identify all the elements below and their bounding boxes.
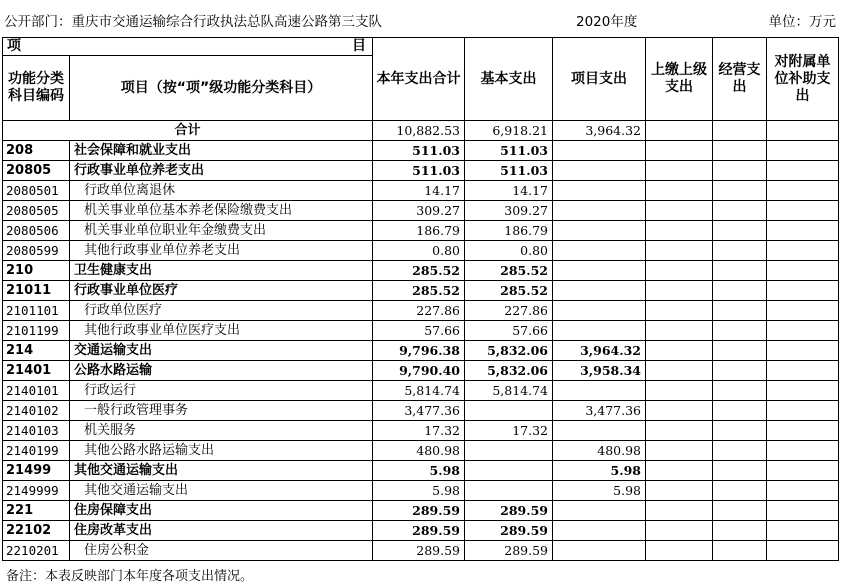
- row-name: 社会保障和就业支出: [70, 141, 373, 161]
- row-total: 289.59: [373, 541, 465, 561]
- row-fushu: [767, 301, 839, 321]
- row-basic: 285.52: [465, 261, 553, 281]
- row-code: 221: [3, 501, 70, 521]
- table-row: [3, 181, 839, 201]
- row-name: 机关事业单位基本养老保险缴费支出: [70, 201, 373, 221]
- row-shangjiao: [646, 141, 713, 161]
- row-jingying: [713, 401, 767, 421]
- row-total: 3,477.36: [373, 401, 465, 421]
- row-total: 5.98: [373, 481, 465, 501]
- row-project: [553, 141, 646, 161]
- row-project: [553, 321, 646, 341]
- table-row: [3, 521, 839, 541]
- row-fushu: [767, 441, 839, 461]
- row-name: 住房保障支出: [70, 501, 373, 521]
- row-jingying: [713, 281, 767, 301]
- row-project: [553, 241, 646, 261]
- row-shangjiao: [646, 521, 713, 541]
- total-row: [3, 121, 839, 141]
- row-code: 20805: [3, 161, 70, 181]
- table-row: [3, 441, 839, 461]
- row-basic: 289.59: [465, 541, 553, 561]
- row-shangjiao: [646, 441, 713, 461]
- row-project: 3,477.36: [553, 401, 646, 421]
- row-fushu: [767, 381, 839, 401]
- row-code: 210: [3, 261, 70, 281]
- row-name: 其他交通运输支出: [70, 461, 373, 481]
- row-total: 0.80: [373, 241, 465, 261]
- row-total: 289.59: [373, 501, 465, 521]
- row-total: 511.03: [373, 161, 465, 181]
- row-shangjiao: [646, 321, 713, 341]
- row-total: 285.52: [373, 261, 465, 281]
- row-fushu: [767, 401, 839, 421]
- row-name: 机关事业单位职业年金缴费支出: [70, 221, 373, 241]
- row-basic: 227.86: [465, 301, 553, 321]
- row-basic: 289.59: [465, 521, 553, 541]
- fiscal-year-label: 2020年度: [576, 14, 638, 30]
- row-total: 186.79: [373, 221, 465, 241]
- row-basic: [465, 441, 553, 461]
- row-fushu: [767, 421, 839, 441]
- table-row: [3, 421, 839, 441]
- row-code: 2101101: [3, 301, 70, 321]
- table-row: [3, 281, 839, 301]
- row-shangjiao: [646, 161, 713, 181]
- row-total: 285.52: [373, 281, 465, 301]
- row-project: [553, 541, 646, 561]
- row-fushu: [767, 241, 839, 261]
- row-code: 2210201: [3, 541, 70, 561]
- row-project: [553, 421, 646, 441]
- row-fushu: [767, 341, 839, 361]
- row-name: 其他公路水路运输支出: [70, 441, 373, 461]
- row-jingying: [713, 301, 767, 321]
- row-name: 交通运输支出: [70, 341, 373, 361]
- row-shangjiao: [646, 341, 713, 361]
- table-row: [3, 381, 839, 401]
- row-name: 行政事业单位医疗: [70, 281, 373, 301]
- row-shangjiao: [646, 241, 713, 261]
- table-row: [3, 501, 839, 521]
- row-name: 卫生健康支出: [70, 261, 373, 281]
- row-jingying: [713, 181, 767, 201]
- row-project: [553, 381, 646, 401]
- row-project: [553, 161, 646, 181]
- row-fushu: [767, 141, 839, 161]
- table-row: [3, 321, 839, 341]
- row-shangjiao: [646, 281, 713, 301]
- row-total: 17.32: [373, 421, 465, 441]
- row-total: 227.86: [373, 301, 465, 321]
- row-project: [553, 521, 646, 541]
- row-fushu: [767, 281, 839, 301]
- table-row: [3, 481, 839, 501]
- total-fushu: [767, 121, 839, 141]
- row-jingying: [713, 221, 767, 241]
- row-shangjiao: [646, 421, 713, 441]
- row-project: 5.98: [553, 461, 646, 481]
- row-jingying: [713, 381, 767, 401]
- row-jingying: [713, 321, 767, 341]
- col-header-basic: 基本支出: [465, 38, 553, 121]
- row-shangjiao: [646, 401, 713, 421]
- row-total: 5.98: [373, 461, 465, 481]
- unit-label: 单位：万元: [768, 14, 836, 30]
- row-total: 9,796.38: [373, 341, 465, 361]
- row-shangjiao: [646, 461, 713, 481]
- table-row: [3, 141, 839, 161]
- table-row: [3, 201, 839, 221]
- row-name: 其他交通运输支出: [70, 481, 373, 501]
- row-jingying: [713, 481, 767, 501]
- row-project: 3,958.34: [553, 361, 646, 381]
- table-row: [3, 541, 839, 561]
- row-jingying: [713, 421, 767, 441]
- row-fushu: [767, 161, 839, 181]
- row-code: 21401: [3, 361, 70, 381]
- row-jingying: [713, 341, 767, 361]
- row-shangjiao: [646, 201, 713, 221]
- row-basic: 186.79: [465, 221, 553, 241]
- row-shangjiao: [646, 221, 713, 241]
- row-total: 480.98: [373, 441, 465, 461]
- row-fushu: [767, 201, 839, 221]
- row-jingying: [713, 161, 767, 181]
- row-jingying: [713, 541, 767, 561]
- row-fushu: [767, 321, 839, 341]
- row-jingying: [713, 521, 767, 541]
- row-name: 其他行政事业单位养老支出: [70, 241, 373, 261]
- row-shangjiao: [646, 301, 713, 321]
- row-name: 行政单位医疗: [70, 301, 373, 321]
- row-fushu: [767, 541, 839, 561]
- row-project: [553, 201, 646, 221]
- row-basic: 5,814.74: [465, 381, 553, 401]
- total-shangjiao: [646, 121, 713, 141]
- row-basic: 17.32: [465, 421, 553, 441]
- row-basic: 511.03: [465, 141, 553, 161]
- row-shangjiao: [646, 481, 713, 501]
- table-note: 备注：本表反映部门本年度各项支出情况。: [6, 569, 254, 584]
- row-total: 57.66: [373, 321, 465, 341]
- row-name: 一般行政管理事务: [70, 401, 373, 421]
- row-code: 21011: [3, 281, 70, 301]
- row-total: 14.17: [373, 181, 465, 201]
- row-jingying: [713, 201, 767, 221]
- row-project: [553, 261, 646, 281]
- table-row: [3, 341, 839, 361]
- row-shangjiao: [646, 381, 713, 401]
- row-basic: [465, 401, 553, 421]
- table-row: [3, 241, 839, 261]
- row-name: 行政运行: [70, 381, 373, 401]
- row-code: 22102: [3, 521, 70, 541]
- total-jingying: [713, 121, 767, 141]
- row-jingying: [713, 461, 767, 481]
- row-name: 住房公积金: [70, 541, 373, 561]
- mu-label: 目: [352, 38, 366, 54]
- row-total: 9,790.40: [373, 361, 465, 381]
- total-basic: 6,918.21: [465, 121, 553, 141]
- row-name: 住房改革支出: [70, 521, 373, 541]
- row-fushu: [767, 521, 839, 541]
- row-name: 其他行政事业单位医疗支出: [70, 321, 373, 341]
- row-project: [553, 281, 646, 301]
- row-shangjiao: [646, 261, 713, 281]
- xiang-label: 项: [7, 38, 21, 54]
- expenditure-table: [2, 37, 839, 561]
- row-project: [553, 181, 646, 201]
- table-row: [3, 261, 839, 281]
- row-code: 2149999: [3, 481, 70, 501]
- row-shangjiao: [646, 541, 713, 561]
- col-header-jingying: 经营支出: [713, 38, 767, 121]
- row-fushu: [767, 461, 839, 481]
- row-fushu: [767, 221, 839, 241]
- row-project: 3,964.32: [553, 341, 646, 361]
- row-project: 480.98: [553, 441, 646, 461]
- row-code: 2101199: [3, 321, 70, 341]
- row-total: 289.59: [373, 521, 465, 541]
- row-jingying: [713, 261, 767, 281]
- row-basic: 0.80: [465, 241, 553, 261]
- row-code: 2080505: [3, 201, 70, 221]
- total-amount: 10,882.53: [373, 121, 465, 141]
- row-code: 2140101: [3, 381, 70, 401]
- col-header-item: 项目（按“项”级功能分类科目）: [70, 56, 373, 121]
- row-basic: [465, 481, 553, 501]
- row-jingying: [713, 141, 767, 161]
- row-code: 214: [3, 341, 70, 361]
- row-total: 309.27: [373, 201, 465, 221]
- table-row: [3, 461, 839, 481]
- row-project: [553, 221, 646, 241]
- row-basic: 511.03: [465, 161, 553, 181]
- col-header-project: 项目支出: [553, 38, 646, 121]
- row-code: 2140103: [3, 421, 70, 441]
- row-basic: [465, 461, 553, 481]
- row-code: 2140199: [3, 441, 70, 461]
- row-total: 511.03: [373, 141, 465, 161]
- row-code: 21499: [3, 461, 70, 481]
- row-name: 公路水路运输: [70, 361, 373, 381]
- row-basic: 5,832.06: [465, 341, 553, 361]
- header-row-top: [3, 38, 839, 56]
- xiang-mu-header-cell: [3, 38, 373, 56]
- row-name: 行政事业单位养老支出: [70, 161, 373, 181]
- row-code: 2080501: [3, 181, 70, 201]
- row-basic: 5,832.06: [465, 361, 553, 381]
- row-project: [553, 301, 646, 321]
- table-row: [3, 361, 839, 381]
- row-fushu: [767, 261, 839, 281]
- table-row: [3, 221, 839, 241]
- table-row: [3, 401, 839, 421]
- row-jingying: [713, 501, 767, 521]
- col-header-shangjiao: 上缴上级支出: [646, 38, 713, 121]
- total-project: 3,964.32: [553, 121, 646, 141]
- row-jingying: [713, 241, 767, 261]
- row-total: 5,814.74: [373, 381, 465, 401]
- row-fushu: [767, 361, 839, 381]
- row-basic: 57.66: [465, 321, 553, 341]
- table-row: [3, 161, 839, 181]
- col-header-total: 本年支出合计: [373, 38, 465, 121]
- row-code: 2080599: [3, 241, 70, 261]
- row-code: 2140102: [3, 401, 70, 421]
- table-row: [3, 301, 839, 321]
- row-shangjiao: [646, 361, 713, 381]
- row-project: 5.98: [553, 481, 646, 501]
- col-header-code: 功能分类科目编码: [3, 56, 70, 121]
- row-name: 行政单位离退休: [70, 181, 373, 201]
- row-basic: 285.52: [465, 281, 553, 301]
- row-basic: 309.27: [465, 201, 553, 221]
- row-basic: 289.59: [465, 501, 553, 521]
- row-jingying: [713, 441, 767, 461]
- row-fushu: [767, 181, 839, 201]
- col-header-fushu: 对附属单位补助支出: [767, 38, 839, 121]
- row-fushu: [767, 501, 839, 521]
- row-basic: 14.17: [465, 181, 553, 201]
- total-label: 合计: [3, 121, 373, 141]
- row-fushu: [767, 481, 839, 501]
- row-name: 机关服务: [70, 421, 373, 441]
- row-code: 2080506: [3, 221, 70, 241]
- department-label: 公开部门：重庆市交通运输综合行政执法总队高速公路第三支队: [4, 14, 382, 30]
- row-shangjiao: [646, 181, 713, 201]
- row-code: 208: [3, 141, 70, 161]
- row-project: [553, 501, 646, 521]
- row-jingying: [713, 361, 767, 381]
- row-shangjiao: [646, 501, 713, 521]
